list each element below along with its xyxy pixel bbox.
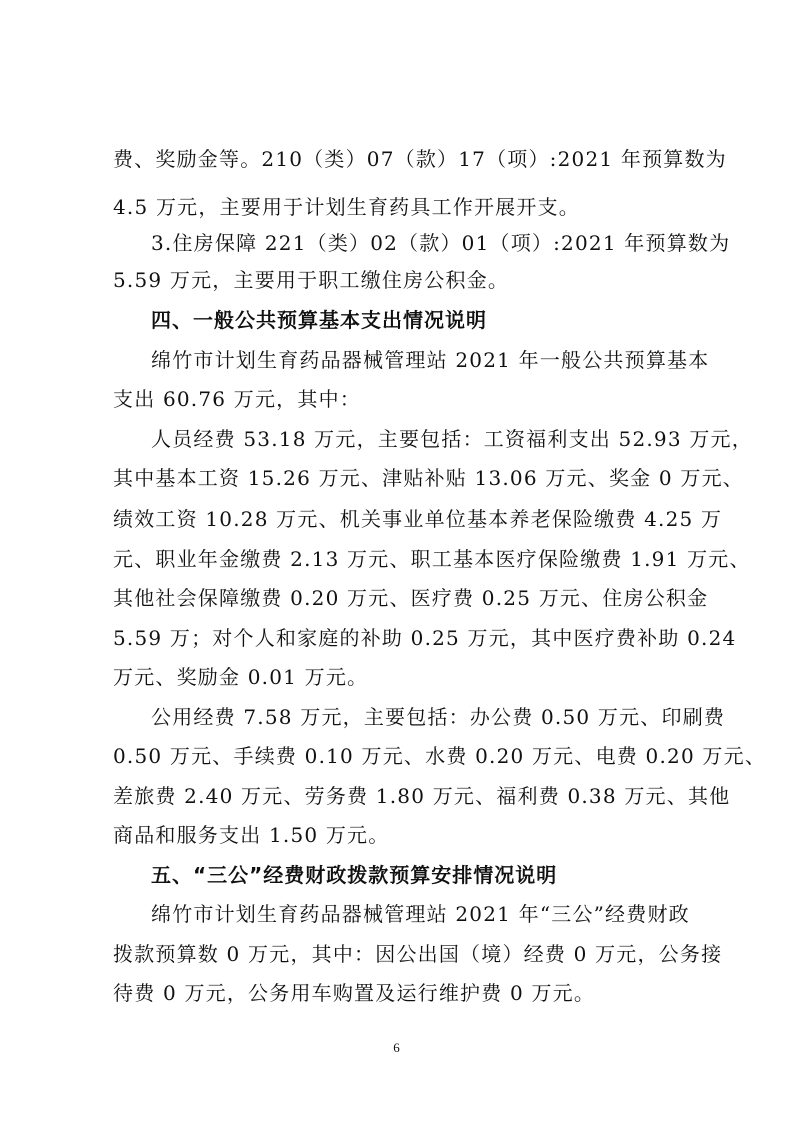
paragraph-line: 其他社会保障缴费 0.20 万元、医疗费 0.25 万元、住房公积金 — [113, 586, 709, 610]
paragraph-line: 3.住房保障 221（类）02（款）01（项）:2021 年预算数为 — [151, 231, 731, 255]
paragraph-line: 差旅费 2.40 万元、劳务费 1.80 万元、福利费 0.38 万元、其他 — [113, 784, 731, 808]
paragraph-line: 万元、奖励金 0.01 万元。 — [113, 665, 369, 689]
paragraph-line: 元、职业年金缴费 2.13 万元、职工基本医疗保险缴费 1.91 万元、 — [113, 547, 751, 571]
paragraph-line: 商品和服务支出 1.50 万元。 — [113, 823, 390, 847]
paragraph-line: 4.5 万元，主要用于计划生育药具工作开展开支。 — [113, 195, 580, 219]
paragraph-line: 人员经费 53.18 万元，主要包括：工资福利支出 52.93 万元， — [151, 427, 753, 451]
paragraph-line: 支出 60.76 万元，其中： — [113, 387, 361, 411]
paragraph-line: 5.59 万；对个人和家庭的补助 0.25 万元，其中医疗费补助 0.24 — [113, 626, 737, 650]
paragraph-line: 公用经费 7.58 万元，主要包括：办公费 0.50 万元、印刷费 — [151, 705, 726, 729]
paragraph-line: 拨款预算数 0 万元，其中：因公出国（境）经费 0 万元，公务接 — [113, 942, 723, 966]
paragraph-line: 待费 0 万元，公务用车购置及运行维护费 0 万元。 — [113, 981, 596, 1005]
paragraph-line: 绩效工资 10.28 万元、机关事业单位基本养老保险缴费 4.25 万 — [113, 507, 723, 531]
paragraph-line: 绵竹市计划生育药品器械管理站 2021 年“三公”经费财政 — [151, 902, 690, 926]
paragraph-line: 5.59 万元，主要用于职工缴住房公积金。 — [113, 268, 510, 292]
paragraph-line: 其中基本工资 15.26 万元、津贴补贴 13.06 万元、奖金 0 万元、 — [113, 466, 744, 490]
paragraph-line: 费、奖励金等。210（类）07（款）17（项）:2021 年预算数为 — [113, 147, 727, 171]
paragraph-line: 0.50 万元、手续费 0.10 万元、水费 0.20 万元、电费 0.20 万元、 — [113, 744, 767, 768]
section-heading: 四、一般公共预算基本支出情况说明 — [151, 308, 487, 332]
page-number: 6 — [393, 1040, 400, 1055]
paragraph-line: 绵竹市计划生育药品器械管理站 2021 年一般公共预算基本 — [151, 348, 710, 372]
section-heading: 五、“三公”经费财政拨款预算安排情况说明 — [151, 863, 558, 887]
